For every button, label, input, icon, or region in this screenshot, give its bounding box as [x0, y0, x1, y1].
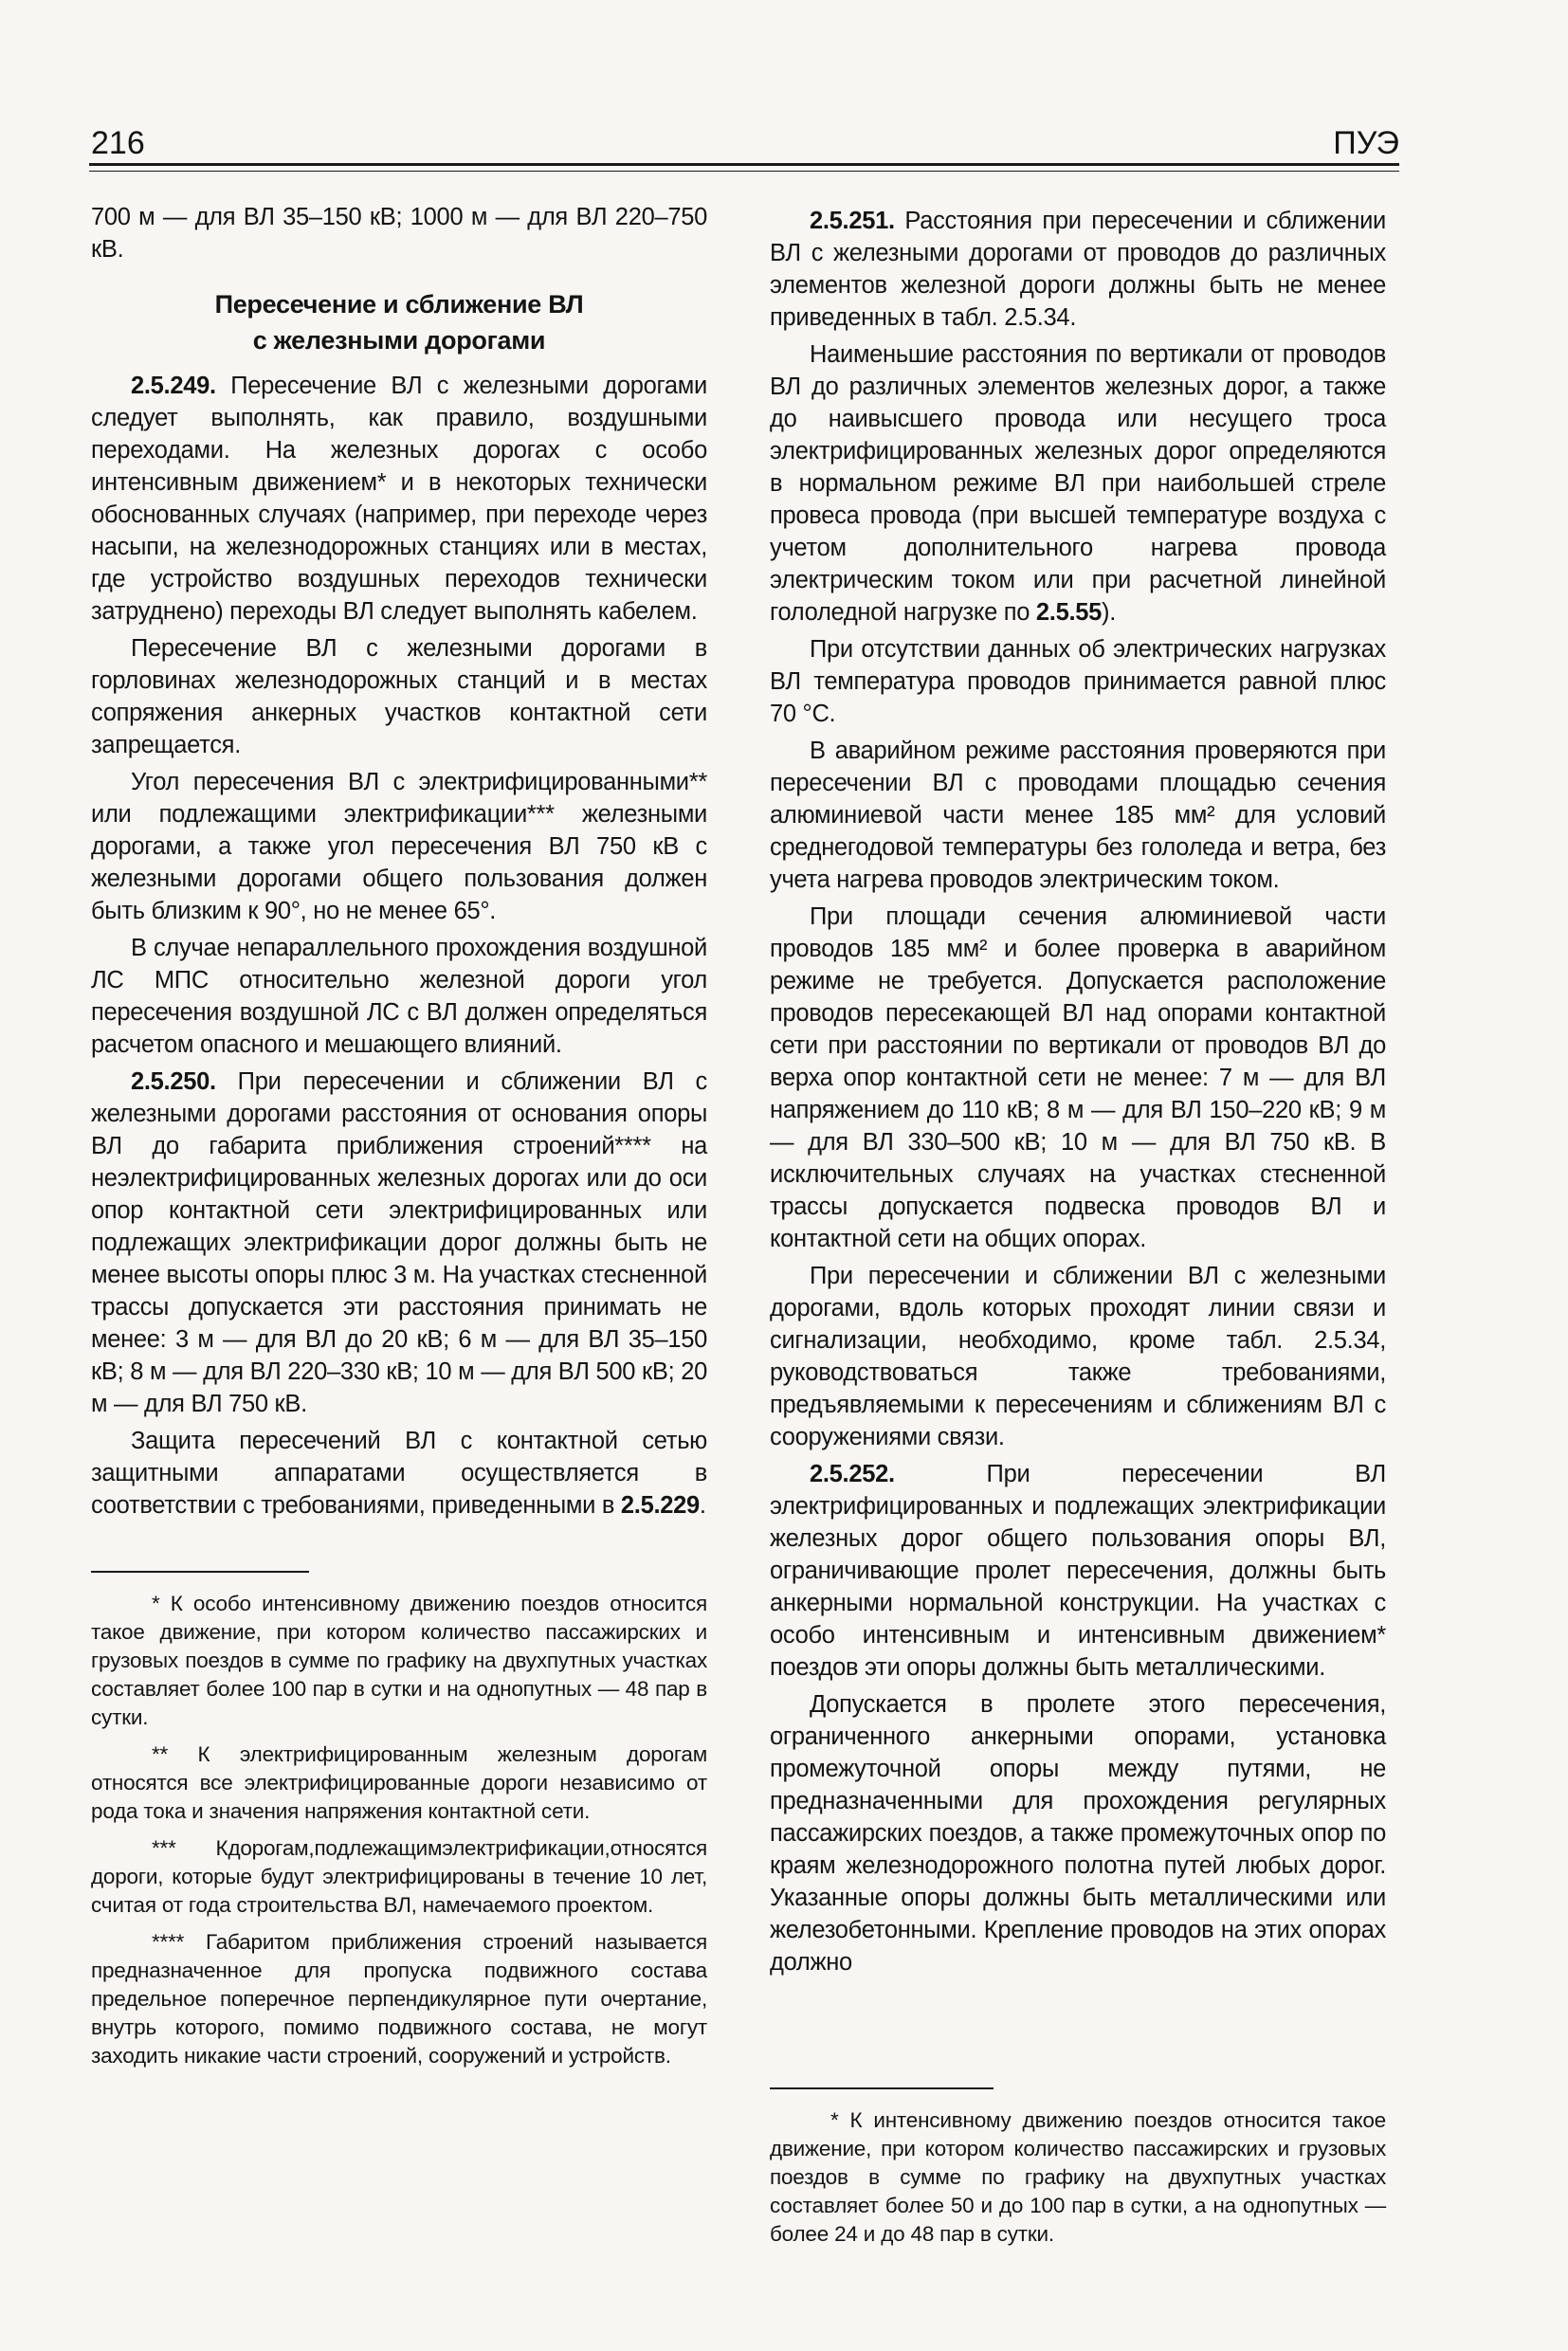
clause-number: 2.5.251. — [810, 208, 895, 234]
paragraph: При пересечении и сближении ВЛ с железными дорогами, вдоль которых проходят линии связи и сигнализации, необходимо, кроме табл. 2.5.34, руководствоваться также требованиями, предъявляемыми к пересечениям и сближениям ВЛ с сооружениями связи. — [770, 1263, 1386, 1450]
paragraph: Угол пересечения ВЛ с электрифицированными** или подлежащими электрификации*** железными дорогами, а также угол пересечения ВЛ 750 кВ с железными дорогами общего пользования должен быть близким к 90°, но не менее 65°. — [91, 769, 707, 924]
paragraph-end: . — [699, 1492, 706, 1519]
section-heading-line1: Пересечение и сближение ВЛ — [214, 290, 584, 319]
cross-reference: 2.5.55 — [1035, 599, 1103, 626]
paragraph — [770, 338, 1386, 629]
clause-text: Пересечение ВЛ с железными дорогами следует выполнять, как правило, воздушными переходами. На железных дорогах с особо интенсивным движением* и в некоторых технически обоснованных случаях (например, при переходе через насыпи, на железнодорожных станциях или в местах, где устройство воздушных переходов технически затруднено) переходы ВЛ следует выполнять кабелем. — [91, 373, 707, 625]
footnote: ** К электрифицированным железным дорогам относятся все электрифицированные дороги независимо от рода тока и значения напряжения контактной сети. — [91, 1742, 707, 1823]
section-heading-line2: с железными дорогами — [252, 326, 546, 355]
paragraph: При площади сечения алюминиевой части проводов 185 мм² и более проверка в аварийном режиме не требуется. Допускается расположение проводов пересекающей ВЛ над опорами контактной сети при расстоянии по вертикали от проводов ВЛ до верха опор контактной сети не менее: 7 м — для ВЛ напряжением до 110 кВ; 8 м — для ВЛ 150–220 кВ; 9 м — для ВЛ 330–500 кВ; 10 м — для ВЛ 750 кВ. В исключительных случаях на участках стесненной трассы допускается подвеска проводов ВЛ и контактной сети на общих опорах. — [770, 903, 1386, 1252]
paragraph-end: ). — [1102, 599, 1117, 626]
paragraph: В аварийном режиме расстояния проверяются при пересечении ВЛ с проводами площадью сечения алюминиевой части менее 185 мм² для условий среднегодовой температуры без гололеда и ветра, без учета нагрева проводов электрическим током. — [770, 738, 1386, 893]
paragraph — [91, 1425, 707, 1522]
clause-number: 2.5.250. — [131, 1068, 216, 1095]
clause-text: Расстояния при пересечении и сближении ВЛ с железными дорогами от проводов до различных элементов железной дороги должны быть не менее приведенных в табл. 2.5.34. — [770, 208, 1386, 331]
running-title: ПУЭ — [1333, 125, 1399, 161]
page-number: 216 — [91, 125, 145, 161]
right-column — [770, 205, 1386, 1983]
clause-number: 2.5.249. — [131, 373, 216, 399]
clause-2-5-252 — [770, 1458, 1386, 1684]
running-header — [91, 119, 1399, 167]
paragraph: Пересечение ВЛ с железными дорогами в горловинах железнодорожных станций и в местах сопряжения анкерных участков контактной сети запрещается. — [91, 635, 707, 758]
intro-paragraph: 700 м — для ВЛ 35–150 кВ; 1000 м — для ВЛ 220–750 кВ. — [91, 204, 707, 263]
clause-text: При пересечении и сближении ВЛ с железными дорогами расстояния от основания опоры ВЛ до габарита приближения строений**** на неэлектрифицированных железных дорогах или до оси опор контактной сети электрифицированных или подлежащих электрификации дорог должны быть не менее высоты опоры плюс 3 м. На участках стесненной трассы допускается эти расстояния принимать не менее: 3 м — для ВЛ до 20 кВ; 6 м — для ВЛ 35–150 кВ; 8 м — для ВЛ 220–330 кВ; 10 м — для ВЛ 500 кВ; 20 м — для ВЛ 750 кВ. — [91, 1068, 707, 1417]
clause-2-5-249 — [91, 370, 707, 628]
header-rule-thick — [89, 163, 1399, 166]
clause-2-5-250 — [91, 1066, 707, 1420]
right-footnotes — [770, 2087, 1386, 2257]
paragraph-text: Защита пересечений ВЛ с контактной сетью защитными аппаратами осуществляется в соответствии с требованиями, приведенными в — [91, 1428, 707, 1519]
paragraph: При отсутствии данных об электрических нагрузках ВЛ температура проводов принимается равной плюс 70 °С. — [770, 636, 1386, 727]
footnote: **** Габаритом приближения строений называется предназначенное для пропуска подвижного состава предельное поперечное перпендикулярное пути очертание, внутрь которого, помимо подвижного состава, не могут заходить никакие части строений, сооружений и устройств. — [91, 1930, 707, 2068]
footnote-rule — [91, 1571, 309, 1573]
paragraph: Допускается в пролете этого пересечения, ограниченного анкерными опорами, установка промежуточной опоры между путями, не предназначенными для прохождения регулярных пассажирских поездов, а также промежуточных опор по краям железнодорожного полотна путей любых дорог. Указанные опоры должны быть металлическими или железобетонными. Крепление проводов на этих опорах должно — [770, 1691, 1386, 1976]
paragraph: В случае непараллельного прохождения воздушной ЛС МПС относительно железной дороги угол пересечения воздушной ЛС с ВЛ должен определяться расчетом опасного и мешающего влияний. — [91, 935, 707, 1058]
footnote: * К особо интенсивному движению поездов относится такое движение, при котором количество пассажирских и грузовых поездов в сумме по графику на двухпутных участках составляет более 100 пар в сутки и на однопутных — 48 пар в сутки. — [91, 1592, 707, 1729]
section-heading — [91, 286, 707, 358]
footnote: * К интенсивному движению поездов относится такое движение, при котором количество пассажирских и грузовых поездов в сумме по графику на двухпутных участках составляет более 50 и до 100 пар в сутки, а на однопутных — более 24 и до 48 пар в сутки. — [770, 2108, 1386, 2246]
footnote: *** Кдорогам,подлежащимэлектрификации,относятся дороги, которые будут электрифицированы в течение 10 лет, считая от года строительства ВЛ, намечаемого проектом. — [91, 1836, 707, 1917]
clause-text: При пересечении ВЛ электрифицированных и подлежащих электрификации железных дорог общего пользования опоры ВЛ, ограничивающие пролет пересечения, должны быть анкерными нормальной конструкции. На участках с особо интенсивным и интенсивным движением* поездов эти опоры должны быть металлическими. — [770, 1461, 1386, 1681]
paragraph-text: Наименьшие расстояния по вертикали от проводов ВЛ до различных элементов железных дорог, а также до наивысшего провода или несущего троса электрифицированных железных дорог определяются в нормальном режиме ВЛ при наибольшей стреле провеса провода (при высшей температуре воздуха с учетом дополнительного нагрева провода электрическим током или при расчетной линейной гололедной нагрузке по — [770, 341, 1386, 626]
footnote-rule — [770, 2087, 994, 2089]
header-rule-thin — [89, 171, 1399, 172]
left-footnotes — [91, 1571, 707, 2070]
clause-number: 2.5.252. — [810, 1461, 895, 1487]
clause-2-5-251 — [770, 205, 1386, 334]
left-column — [91, 201, 707, 2079]
cross-reference: 2.5.229 — [620, 1492, 700, 1519]
